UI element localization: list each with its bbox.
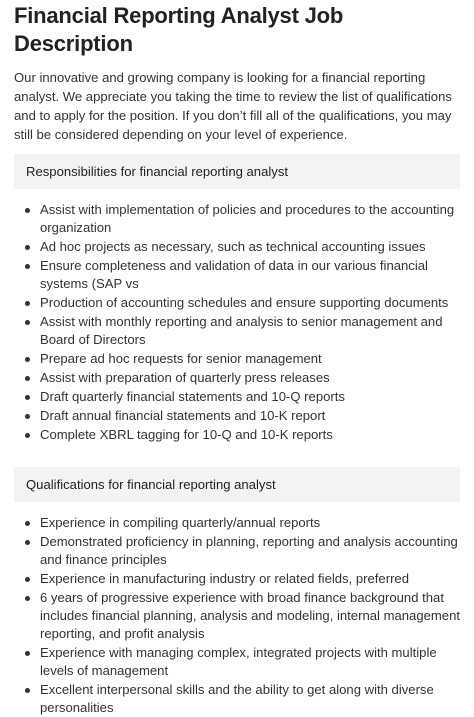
list-item: Draft annual financial statements and 10-K report xyxy=(14,407,460,425)
list-item: Experience in compiling quarterly/annual reports xyxy=(14,514,460,532)
list-item: 6 years of progressive experience with broad finance background that includes financial planning, analysis and modeling, internal management reporting, and profit analysis xyxy=(14,589,460,643)
responsibilities-header: Responsibilities for financial reporting analyst xyxy=(14,154,460,189)
list-item: Assist with implementation of policies and procedures to the accounting organization xyxy=(14,201,460,237)
list-item: Draft quarterly financial statements and 10-Q reports xyxy=(14,388,460,406)
list-item: Assist with preparation of quarterly press releases xyxy=(14,369,460,387)
list-item: Excellent interpersonal skills and the ability to get along with diverse personalities xyxy=(14,681,460,717)
list-item: Experience with managing complex, integrated projects with multiple levels of management xyxy=(14,644,460,680)
list-item: Production of accounting schedules and ensure supporting documents xyxy=(14,294,460,312)
intro-paragraph: Our innovative and growing company is looking for a financial reporting analyst. We appreciate you taking the time to review the list of qualifications and to apply for the position. If you don’t fill all of the qualifications, you may still be considered depending on your level of experience. xyxy=(14,70,452,142)
responsibilities-list xyxy=(14,201,460,444)
list-item: Demonstrated proficiency in planning, reporting and analysis accounting and finance principles xyxy=(14,533,460,569)
list-item: Ad hoc projects as necessary, such as technical accounting issues xyxy=(14,238,460,256)
list-item: Prepare ad hoc requests for senior management xyxy=(14,350,460,368)
list-item: Complete XBRL tagging for 10-Q and 10-K reports xyxy=(14,426,460,444)
list-item: Experience in manufacturing industry or related fields, preferred xyxy=(14,570,460,588)
page-title: Financial Reporting Analyst Job Description xyxy=(14,3,344,56)
qualifications-header: Qualifications for financial reporting analyst xyxy=(14,467,460,502)
qualifications-list xyxy=(14,514,460,717)
list-item: Assist with monthly reporting and analysis to senior management and Board of Directors xyxy=(14,313,460,349)
list-item: Ensure completeness and validation of data in our various financial systems (SAP vs xyxy=(14,257,460,293)
